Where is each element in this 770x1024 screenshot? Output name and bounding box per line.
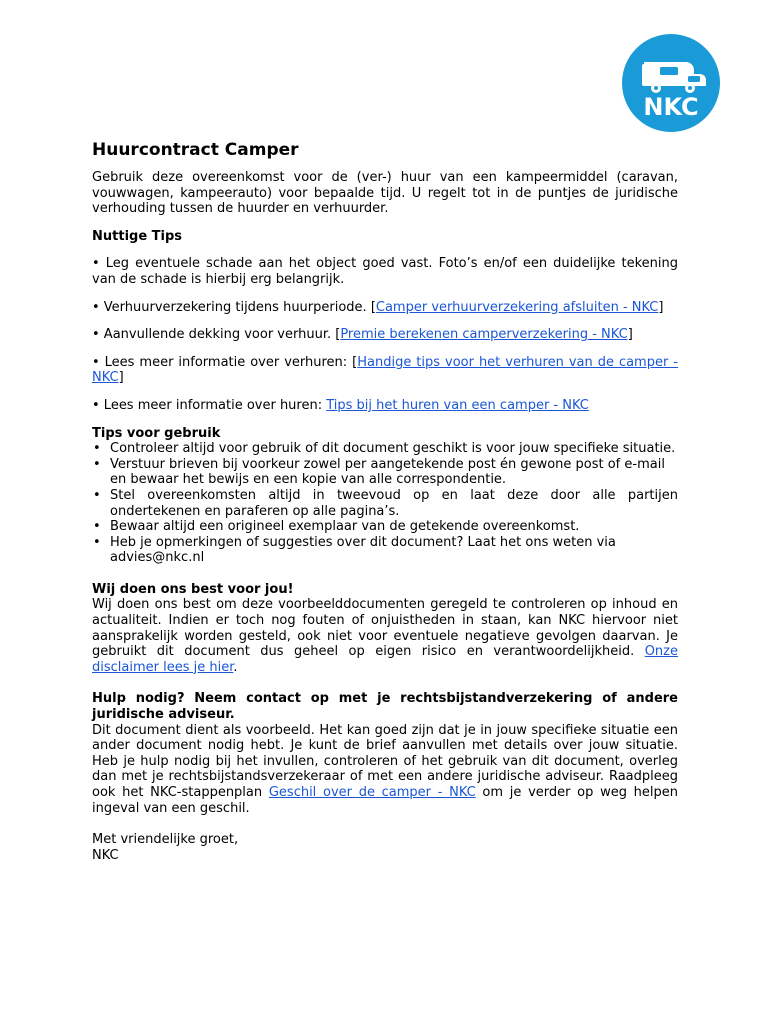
nkc-logo-graphic	[622, 34, 720, 132]
help-end: om je verder op weg helpen ingeval van een geschil.	[92, 785, 678, 816]
tip-prefix: • Verhuurverzekering tijdens huurperiode. [	[92, 299, 376, 315]
help-paragraph	[92, 723, 678, 817]
list-item: • Bewaar altijd een origineel exemplaar van de getekende overeenkomst.	[110, 519, 678, 535]
closing-sender: NKC	[92, 847, 119, 863]
usage-list	[92, 441, 678, 566]
tip-item-5	[92, 398, 678, 414]
tip-prefix: • Lees meer informatie over verhuren: [	[92, 354, 358, 370]
huren-tips-link[interactable]: Tips bij het huren van een camper - NKC	[326, 397, 589, 413]
help-text: Dit document dient als voorbeeld. Het kan goed zijn dat je in jouw specifieke situatie een ander document nodig hebt. Je kunt de brief aanvullen met details over jouw situatie. Heb je hulp nodig bij het invullen, controleren of het gebruik van dit document, overleg dan met je rechtsbijstandsverzekeraar of met een andere juridische adviseur. Raadpleeg ook het NKC-stappenplan	[92, 722, 678, 800]
list-item: • Stel overeenkomsten altijd in tweevoud op en laat deze door alle partijen ondertekenen en paraferen op alle pagina’s.	[110, 488, 678, 519]
tip-suffix: ]	[658, 299, 664, 315]
best-end: .	[233, 659, 238, 675]
tip-item-1: • Leg eventuele schade aan het object goed vast. Foto’s en/of een duidelijke tekening van de schade is hierbij erg belangrijk.	[92, 256, 678, 287]
geschil-link[interactable]: Geschil over de camper - NKC	[268, 785, 476, 800]
tip-suffix: ]	[118, 370, 124, 386]
best-heading: Wij doen ons best voor jou!	[92, 581, 294, 597]
intro-paragraph: Gebruik deze overeenkomst voor de (ver-) huur van een kampeermiddel (caravan, vouwwagen, kampeerauto) voor bepaalde tijd. U regelt tot in de puntjes de juridische verhouding tussen de huurder en verhuurder.	[92, 170, 678, 217]
premie-berekenen-link[interactable]: Premie berekenen camperverzekering - NKC	[340, 327, 628, 343]
tip-item-3	[92, 327, 678, 343]
list-item: • Verstuur brieven bij voorkeur zowel per aangetekende post én gewone post of e-mail en bewaar het bewijs en een kopie van alle correspondentie.	[110, 457, 678, 488]
tip-suffix: ]	[627, 327, 633, 343]
page-title: Huurcontract Camper	[92, 140, 299, 160]
best-text: Wij doen ons best om deze voorbeelddocumenten geregeld te controleren op inhoud en actualiteit. Indien er toch nog fouten of onjuistheden in staan, kan NKC hiervoor niet aansprakelijk worden gesteld, ook niet voor eventuele negatieve gevolgen daarvan. Je gebruikt dit document dus geheel op eigen risico en verantwoordelijkheid.	[92, 597, 678, 660]
list-item: • Controleer altijd voor gebruik of dit document geschikt is voor jouw specifieke situatie.	[110, 441, 678, 457]
tip-prefix: • Lees meer informatie over huren:	[92, 397, 327, 413]
tip-item-4	[92, 355, 678, 386]
verhuren-tips-link[interactable]: Handige tips voor het verhuren van de camper - NKC	[92, 354, 678, 386]
closing-greeting: Met vriendelijke groet,	[92, 832, 239, 848]
nkc-logo	[622, 34, 720, 132]
list-item: • Heb je opmerkingen of suggesties over dit document? Laat het ons weten via advies@nkc.nl	[110, 535, 678, 566]
tip-item-2	[92, 300, 678, 316]
document-body	[92, 140, 678, 863]
tip-prefix: • Aanvullende dekking voor verhuur. [	[92, 327, 341, 343]
best-paragraph	[92, 597, 678, 675]
logo-text: NKC	[643, 93, 699, 121]
verhuurverzekering-link[interactable]: Camper verhuurverzekering afsluiten - NKC	[375, 299, 659, 315]
help-heading: Hulp nodig? Neem contact op met je rechtsbijstandverzekering of andere juridische adviseur.	[92, 691, 678, 723]
disclaimer-link[interactable]: Onze disclaimer lees je hier	[92, 644, 678, 675]
usage-heading: Tips voor gebruik	[92, 425, 221, 441]
tips-heading: Nuttige Tips	[92, 228, 183, 244]
